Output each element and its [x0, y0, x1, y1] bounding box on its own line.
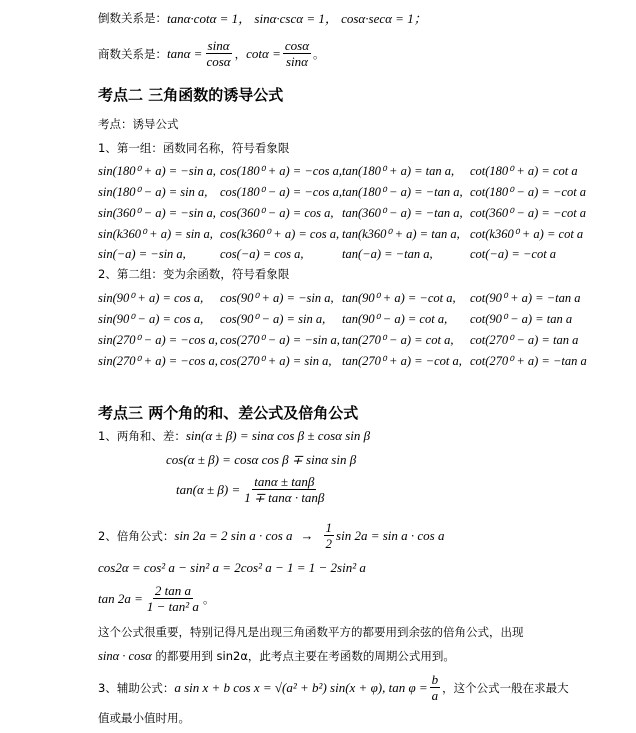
formula-cell: tan(90⁰ + a) = −cot a, — [342, 291, 456, 305]
double-angle-tan-den: 1 − tan² a — [146, 599, 199, 614]
formula-cell: tan(180⁰ − a) = −tan a, — [342, 185, 463, 199]
note-formula: sinα · cosα — [98, 649, 152, 663]
formula-cell: cot(180⁰ − a) = −cot a — [470, 185, 587, 199]
formula-cell: tan(−a) = −tan a, — [342, 247, 433, 261]
quotient-f2-den: sinα — [285, 54, 308, 69]
note-line-1: 这个公式很重要，特别记得凡是出现三角函数平方的都要用到余弦的倍角公式，出现 — [98, 625, 524, 639]
auxiliary-label: 3、辅助公式： — [98, 680, 175, 695]
sum-diff-sin-formula: sin(α ± β) = sinα cos β ± cosα sin β — [185, 428, 371, 443]
formula-cell: cot(270⁰ + a) = −tan a — [470, 354, 587, 368]
note-paragraph — [98, 620, 558, 668]
double-angle-tan-fraction — [145, 583, 201, 614]
formula-cell: cos(90⁰ + a) = −sin a, — [220, 291, 334, 305]
formula-cell: sin(−a) = −sin a, — [98, 247, 186, 261]
formula-cell: tan(90⁰ − a) = cot a, — [342, 312, 448, 326]
sum-diff-cos — [166, 452, 356, 468]
formula-cell: cos(k360⁰ + a) = cos a, — [220, 227, 340, 241]
quotient-f1-den: cosα — [206, 54, 231, 69]
double-angle-cos-formula: cos2α = cos² a − sin² a = 2cos² a − 1 = 1 − 2sin² a — [98, 560, 366, 575]
quotient-f1-num: sinα — [207, 38, 230, 53]
section3-title: 考点三 两个角的和、差公式及倍角公式 — [98, 404, 359, 422]
formula-cell: cos(90⁰ − a) = sin a, — [220, 312, 326, 326]
sum-diff-tan-den: 1 ∓ tanα · tanβ — [244, 490, 325, 505]
section2-point: 考点：诱导公式 — [98, 117, 179, 131]
sum-diff-label: 1、两角和、差： — [98, 429, 186, 443]
sum-diff-cos-formula: cos(α ± β) = cosα cos β ∓ sinα sin β — [166, 452, 357, 467]
quotient-label: 商数关系是： — [98, 46, 167, 61]
sum-diff-tan-num: tanα ± tanβ — [254, 474, 315, 489]
group2-title: 2、第二组：变为余函数，符号看象限 — [98, 267, 290, 281]
double-angle-label: 2、倍角公式： — [98, 528, 175, 543]
auxiliary-formula — [98, 672, 569, 703]
auxiliary-line-2: 值或最小值时用。 — [98, 711, 190, 725]
formula-cell: sin(270⁰ + a) = −cos a, — [98, 354, 218, 368]
half-den: 2 — [325, 536, 333, 551]
formula-cell: cos(270⁰ − a) = −sin a, — [220, 333, 340, 347]
quotient-f2-num: cosα — [284, 38, 310, 53]
double-angle-sin-formula: sin 2a = 2 sin a · cos a — [174, 527, 293, 543]
quotient-f1-lhs: tanα = — [167, 45, 203, 61]
reciprocal-formula: tanα·cotα = 1， sinα·cscα = 1， cosα·secα = 1； — [167, 11, 427, 26]
formula-cell: sin(360⁰ − a) = −sin a, — [98, 206, 216, 220]
double-angle-sin — [98, 520, 444, 551]
formula-cell: cot(180⁰ + a) = cot a — [470, 164, 578, 178]
auxiliary-formula-text: a sin x + b cos x = √(a² + b²) sin(x + φ), tan φ = — [174, 679, 428, 695]
formula-cell: cos(180⁰ + a) = −cos a, — [220, 164, 342, 178]
quotient-f1-fraction — [204, 38, 232, 69]
note-line-2 — [98, 644, 558, 668]
sum-diff-sin — [98, 428, 370, 444]
double-angle-tan-num: 2 tan a — [154, 583, 191, 598]
double-angle-tan-end: 。 — [202, 591, 215, 606]
half-rest: sin 2a = sin a · cos a — [336, 527, 445, 543]
auxiliary-tail: ，这个公式一般在求最大 — [442, 680, 569, 695]
double-angle-tan-lhs: tan 2a = — [98, 590, 143, 606]
quotient-relation — [98, 38, 325, 69]
formula-cell: sin(180⁰ + a) = −sin a, — [98, 164, 216, 178]
quotient-end: 。 — [313, 46, 325, 61]
formula-cell: tan(360⁰ − a) = −tan a, — [342, 206, 463, 220]
formula-cell: sin(270⁰ − a) = −cos a, — [98, 333, 218, 347]
section2-title: 考点二 三角函数的诱导公式 — [98, 86, 284, 104]
formula-cell: sin(90⁰ + a) = cos a, — [98, 291, 204, 305]
formula-cell: cos(−a) = cos a, — [220, 247, 304, 261]
quotient-sep: ， — [234, 46, 247, 61]
double-angle-cos — [98, 560, 366, 576]
formula-cell: cot(−a) = −cot a — [470, 247, 557, 261]
formula-cell: sin(90⁰ − a) = cos a, — [98, 312, 204, 326]
auxiliary-fraction — [430, 672, 441, 703]
formula-cell: cot(k360⁰ + a) = cot a — [470, 227, 584, 241]
formula-cell: tan(180⁰ + a) = tan a, — [342, 164, 455, 178]
formula-cell: tan(270⁰ − a) = cot a, — [342, 333, 454, 347]
sum-diff-tan-lhs: tan(α ± β) = — [176, 481, 241, 497]
formula-cell: sin(k360⁰ + a) = sin a, — [98, 227, 213, 241]
auxiliary-den: a — [431, 688, 439, 703]
formula-cell: cos(270⁰ + a) = sin a, — [220, 354, 332, 368]
formula-cell: cot(90⁰ + a) = −tan a — [470, 291, 581, 305]
formula-cell: cos(180⁰ − a) = −cos a, — [220, 185, 342, 199]
formula-cell: cot(270⁰ − a) = tan a — [470, 333, 579, 347]
group1-title: 1、第一组：函数同名称，符号看象限 — [98, 141, 290, 155]
formula-cell: sin(180⁰ − a) = sin a, — [98, 185, 208, 199]
half-num: 1 — [325, 520, 333, 535]
arrow-icon: → — [300, 527, 314, 543]
reciprocal-relation — [98, 8, 427, 27]
double-angle-tan — [98, 583, 214, 614]
half-fraction — [324, 520, 335, 551]
quotient-f2-lhs: cotα = — [246, 45, 281, 61]
formula-cell: cos(360⁰ − a) = cos a, — [220, 206, 334, 220]
sum-diff-tan-fraction — [242, 474, 326, 505]
formula-cell: cot(360⁰ − a) = −cot a — [470, 206, 587, 220]
formula-cell: tan(270⁰ + a) = −cot a, — [342, 354, 462, 368]
auxiliary-num: b — [431, 672, 439, 687]
formula-cell: tan(k360⁰ + a) = tan a, — [342, 227, 460, 241]
reciprocal-label: 倒数关系是： — [98, 10, 167, 25]
note-line-2-text: 的都要用到 sin2α，此考点主要在考函数的周期公式用到。 — [151, 649, 455, 663]
formula-cell: cot(90⁰ − a) = tan a — [470, 312, 573, 326]
quotient-f2-fraction — [283, 38, 311, 69]
sum-diff-tan — [176, 474, 328, 505]
